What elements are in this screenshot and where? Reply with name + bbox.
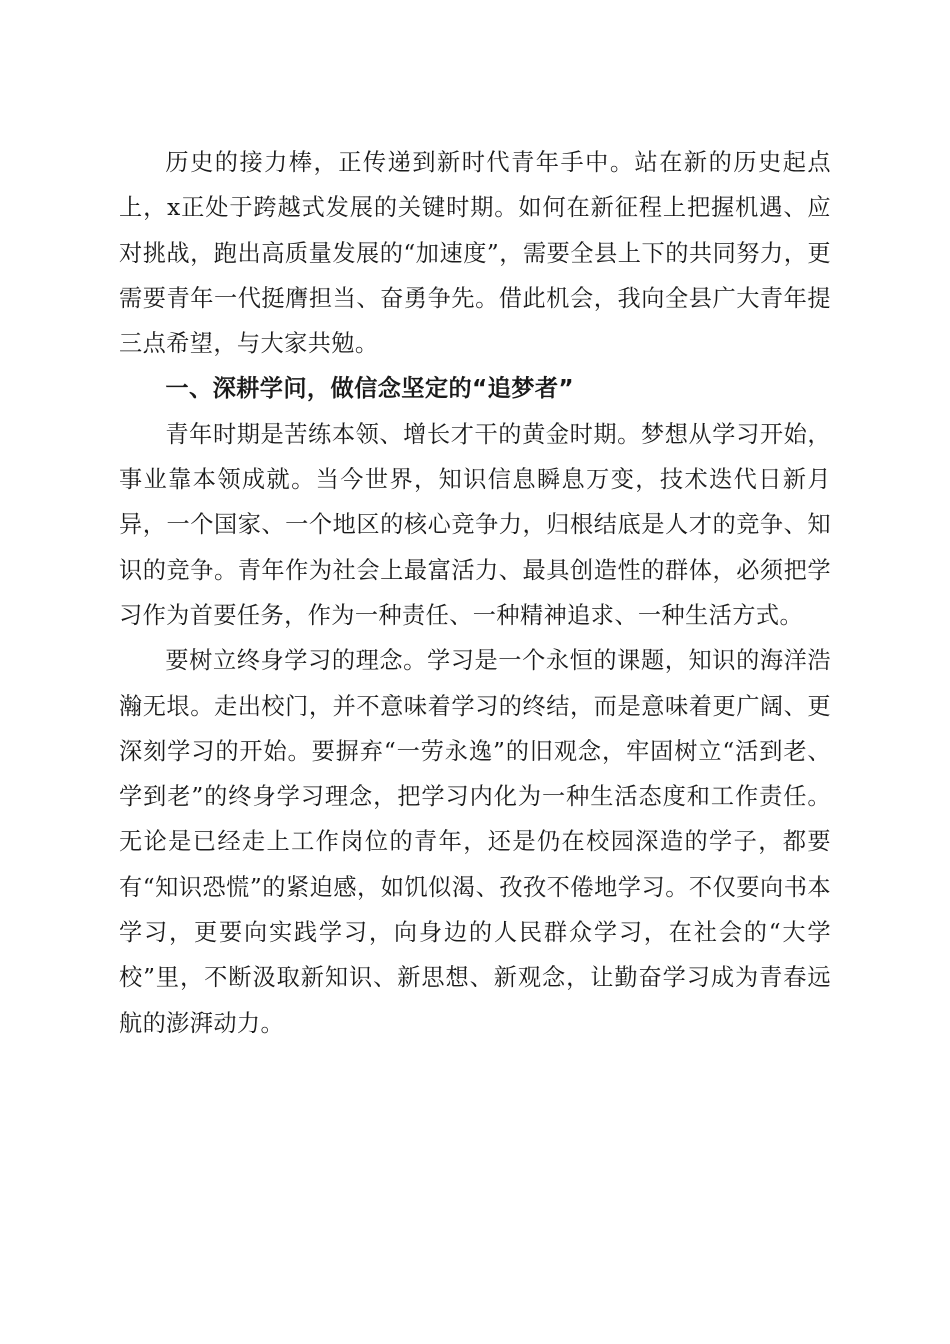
body-paragraph-1: 青年时期是苦练本领、增长才干的黄金时期。梦想从学习开始，事业靠本领成就。当今世界，知识信息瞬息万变，技术迭代日新月异，一个国家、一个地区的核心竞争力，归根结底是人才的竞争、知识的竞争。青年作为社会上最富活力、最具创造性的群体，必须把学习作为首要任务，作为一种责任、一种精神追求、一种生活方式。	[119, 420, 831, 629]
intro-paragraph: 历史的接力棒，正传递到新时代青年手中。站在新的历史起点上，x正处于跨越式发展的关键时期。如何在新征程上把握机遇、应对挑战，跑出高质量发展的“加速度”，需要全县上下的共同努力，更需要青年一代挺膺担当、奋勇争先。借此机会，我向全县广大青年提三点希望，与大家共勉。	[119, 149, 831, 358]
document-body	[119, 140, 831, 1046]
section-heading-1: 一、深耕学问，做信念坚定的“追梦者”	[165, 375, 575, 403]
body-paragraph-2: 要树立终身学习的理念。学习是一个永恒的课题，知识的海洋浩瀚无垠。走出校门，并不意味着学习的终结，而是意味着更广阔、更深刻学习的开始。要摒弃“一劳永逸”的旧观念，牢固树立“活到老、学到老”的终身学习理念，把学习内化为一种生活态度和工作责任。无论是已经走上工作岗位的青年，还是仍在校园深造的学子，都要有“知识恐慌”的紧迫感，如饥似渴、孜孜不倦地学习。不仅要向书本学习，更要向实践学习，向身边的人民群众学习，在社会的“大学校”里，不断汲取新知识、新思想、新观念，让勤奋学习成为青春远航的澎湃动力。	[119, 647, 831, 1037]
